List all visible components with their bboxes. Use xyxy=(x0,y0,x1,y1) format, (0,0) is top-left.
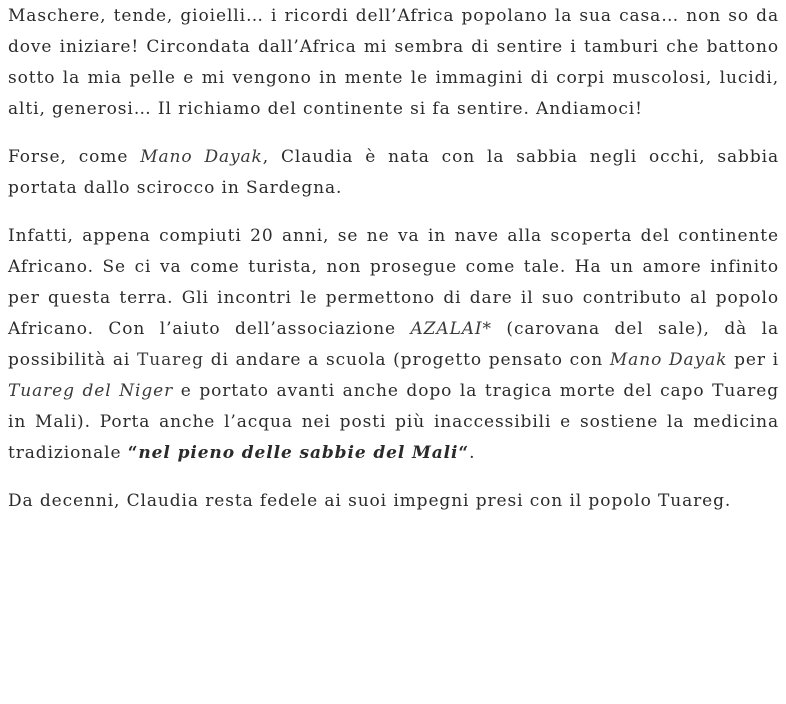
paragraph-3-text-2: (carovana del sale), dà la possibilità ai xyxy=(8,319,779,370)
quote-open-mark: “ xyxy=(127,443,139,463)
paragraph-1 xyxy=(8,1,779,125)
paragraph-3-text-3: di andare a scuola (progetto pensato con xyxy=(203,350,610,370)
people-name-tuareg-del-niger: Tuareg del Niger xyxy=(8,381,174,401)
quote-close-mark: “ xyxy=(458,443,470,463)
person-name-mano-dayak: Mano Dayak xyxy=(140,147,263,167)
article-body xyxy=(8,1,779,517)
association-name-azalai: AZALAI* xyxy=(410,319,492,339)
paragraph-3-text-1: Infatti, appena compiuti 20 anni, se ne va in nave alla scoperta del continente Africano. Se ci va come turista, non prosegue come tale. Ha un amore infinito per questa terra. Gli incontri le permettono di dare il suo contributo al popolo Africano. Con l’aiuto dell’associazione xyxy=(8,226,779,339)
paragraph-1-text: Maschere, tende, gioielli… i ricordi dell’Africa popolano la sua casa… non so da dove iniziare! Circondata dall’Africa mi sembra di sentire i tamburi che battono sotto la mia pelle e mi vengono in mente le immagini di corpi muscolosi, lucidi, alti, generosi… Il richiamo del continente si fa sentire. Andiamoci! xyxy=(8,6,779,119)
people-name-tuareg: Tuareg xyxy=(137,350,204,370)
paragraph-2-text-after: , Claudia è nata con la sabbia negli occhi, sabbia portata dallo scirocco in Sardegna. xyxy=(8,147,779,198)
person-name-mano-dayak-2: Mano Dayak xyxy=(609,350,728,370)
paragraph-3-text-5: e portato avanti anche dopo la tragica morte del capo Tuareg in Mali). Porta anche l’acqua nei posti più inaccessibili e sostiene la medicina tradizionale xyxy=(8,381,780,463)
paragraph-4-text: Da decenni, Claudia resta fedele ai suoi impegni presi con il popolo Tuareg. xyxy=(8,491,732,511)
paragraph-2 xyxy=(8,142,779,204)
paragraph-3-text-4: per i xyxy=(727,350,780,370)
quote-text: nel pieno delle sabbie del Mali xyxy=(138,443,459,463)
paragraph-4 xyxy=(8,486,779,517)
paragraph-3 xyxy=(8,221,779,469)
paragraph-3-text-6: . xyxy=(469,443,476,463)
paragraph-2-text-before: Forse, come xyxy=(8,147,141,167)
